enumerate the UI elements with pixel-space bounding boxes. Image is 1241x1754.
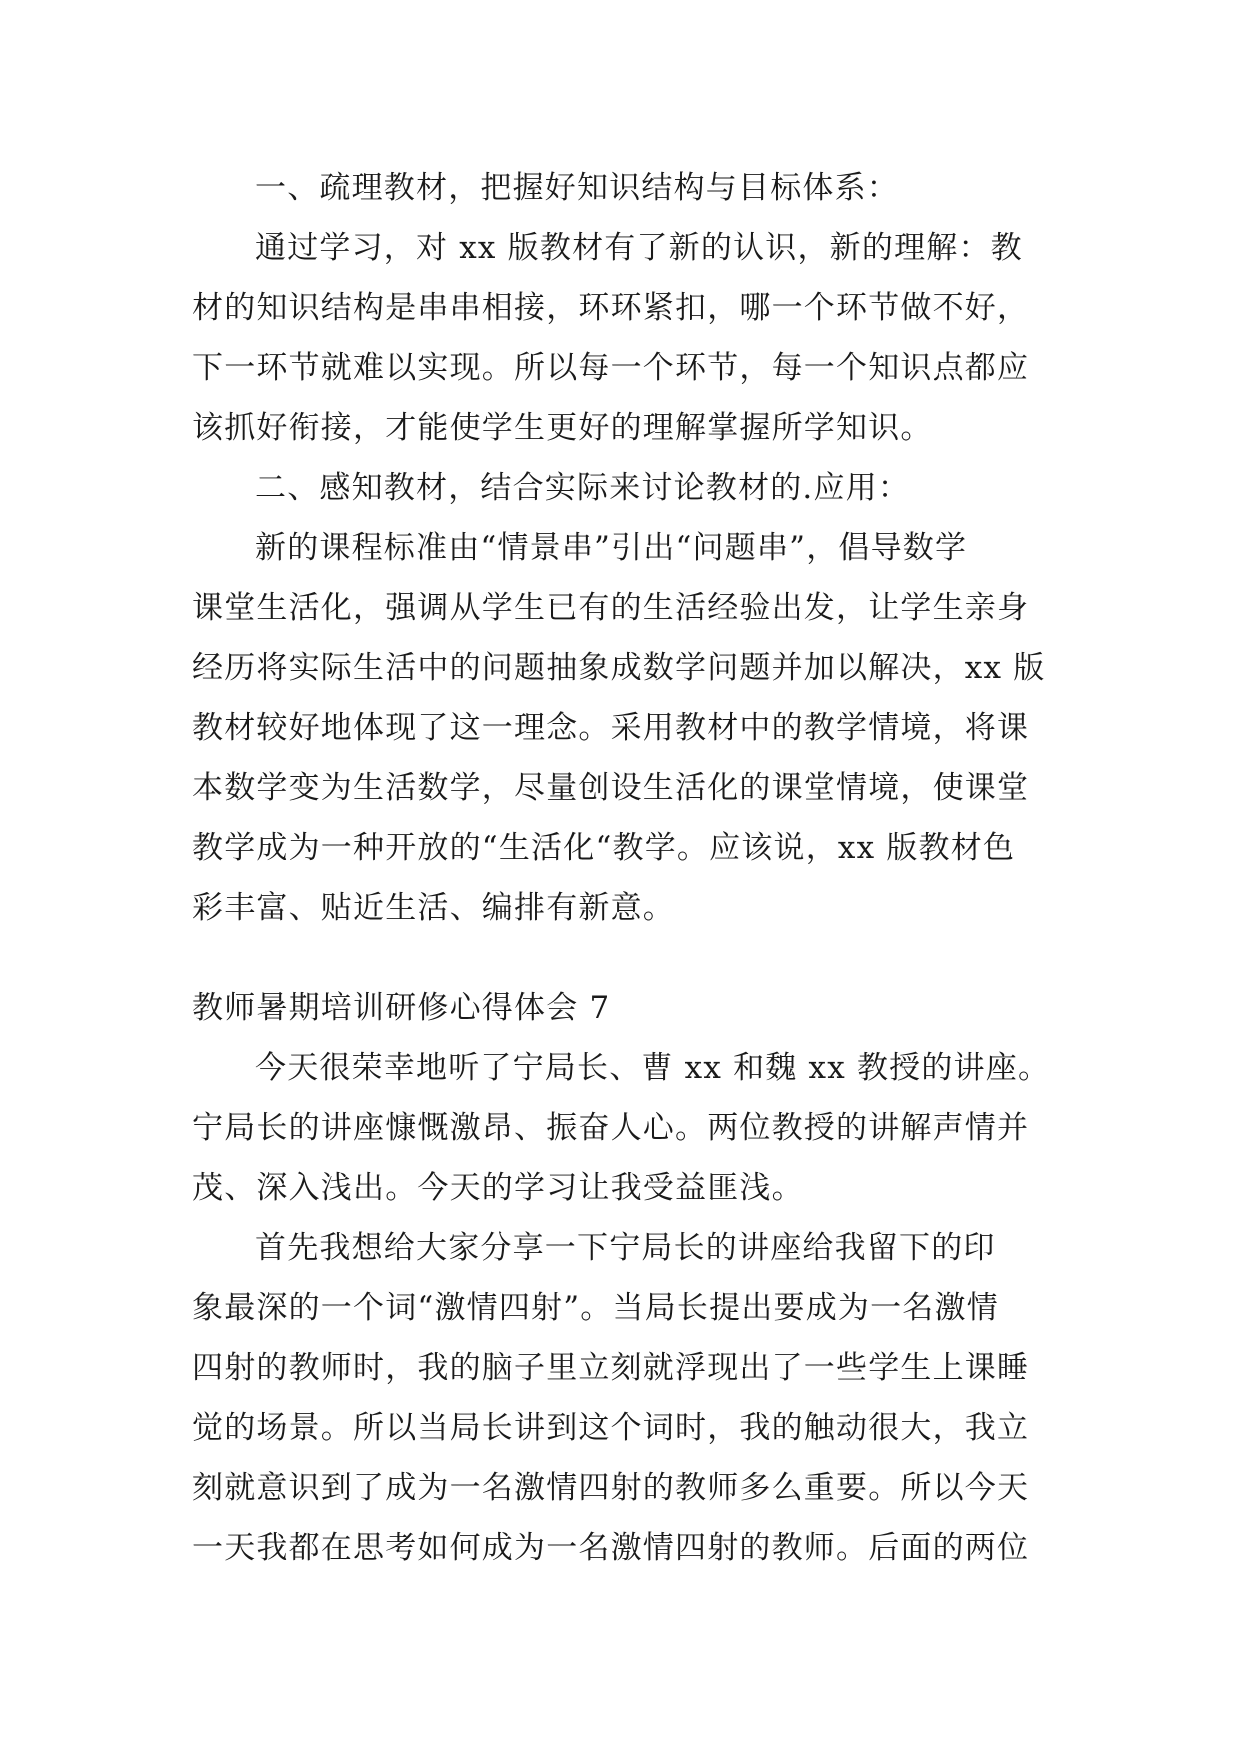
paragraph-line: 觉的场景。所以当局长讲到这个词时，我的触动很大，我立	[192, 1410, 1030, 1446]
paragraph-line: 新的课程标准由“情景串”引出“问题串”，倡导数学	[255, 530, 968, 566]
paragraph-line: 一天我都在思考如何成为一名激情四射的教师。后面的两位	[192, 1530, 1030, 1566]
paragraph-line: 四射的教师时，我的脑子里立刻就浮现出了一些学生上课睡	[192, 1350, 1030, 1386]
paragraph-line: 通过学习，对 xx 版教材有了新的认识，新的理解：教	[255, 230, 1023, 266]
paragraph-line: 材的知识结构是串串相接，环环紧扣，哪一个环节做不好，	[192, 290, 1030, 326]
paragraph-line: 教材较好地体现了这一理念。采用教材中的教学情境，将课	[192, 710, 1030, 746]
paragraph-line: 该抓好衔接，才能使学生更好的理解掌握所学知识。	[192, 410, 933, 446]
paragraph-line: 教学成为一种开放的“生活化“教学。应该说，xx 版教材色	[192, 830, 1016, 866]
paragraph-line: 课堂生活化，强调从学生已有的生活经验出发，让学生亲身	[192, 590, 1030, 626]
paragraph-line: 彩丰富、贴近生活、编排有新意。	[192, 890, 675, 926]
paragraph-line: 本数学变为生活数学，尽量创设生活化的课堂情境，使课堂	[192, 770, 1030, 806]
paragraph-line: 今天很荣幸地听了宁局长、曹 xx 和魏 xx 教授的讲座。	[255, 1050, 1051, 1086]
paragraph-line: 宁局长的讲座慷慨激昂、振奋人心。两位教授的讲解声情并	[192, 1110, 1030, 1146]
paragraph-line: 经历将实际生活中的问题抽象成数学问题并加以解决，xx 版	[192, 650, 1046, 686]
section-heading: 一、疏理教材，把握好知识结构与目标体系：	[255, 170, 899, 206]
section-heading: 二、感知教材，结合实际来讨论教材的.应用：	[255, 470, 911, 506]
paragraph-line: 象最深的一个词“激情四射”。当局长提出要成为一名激情	[192, 1290, 999, 1326]
paragraph-line: 茂、深入浅出。今天的学习让我受益匪浅。	[192, 1170, 804, 1206]
paragraph-line: 刻就意识到了成为一名激情四射的教师多么重要。所以今天	[192, 1470, 1030, 1506]
article-title: 教师暑期培训研修心得体会 7	[192, 990, 611, 1026]
paragraph-line: 首先我想给大家分享一下宁局长的讲座给我留下的印	[255, 1230, 996, 1266]
paragraph-line: 下一环节就难以实现。所以每一个环节，每一个知识点都应	[192, 350, 1030, 386]
